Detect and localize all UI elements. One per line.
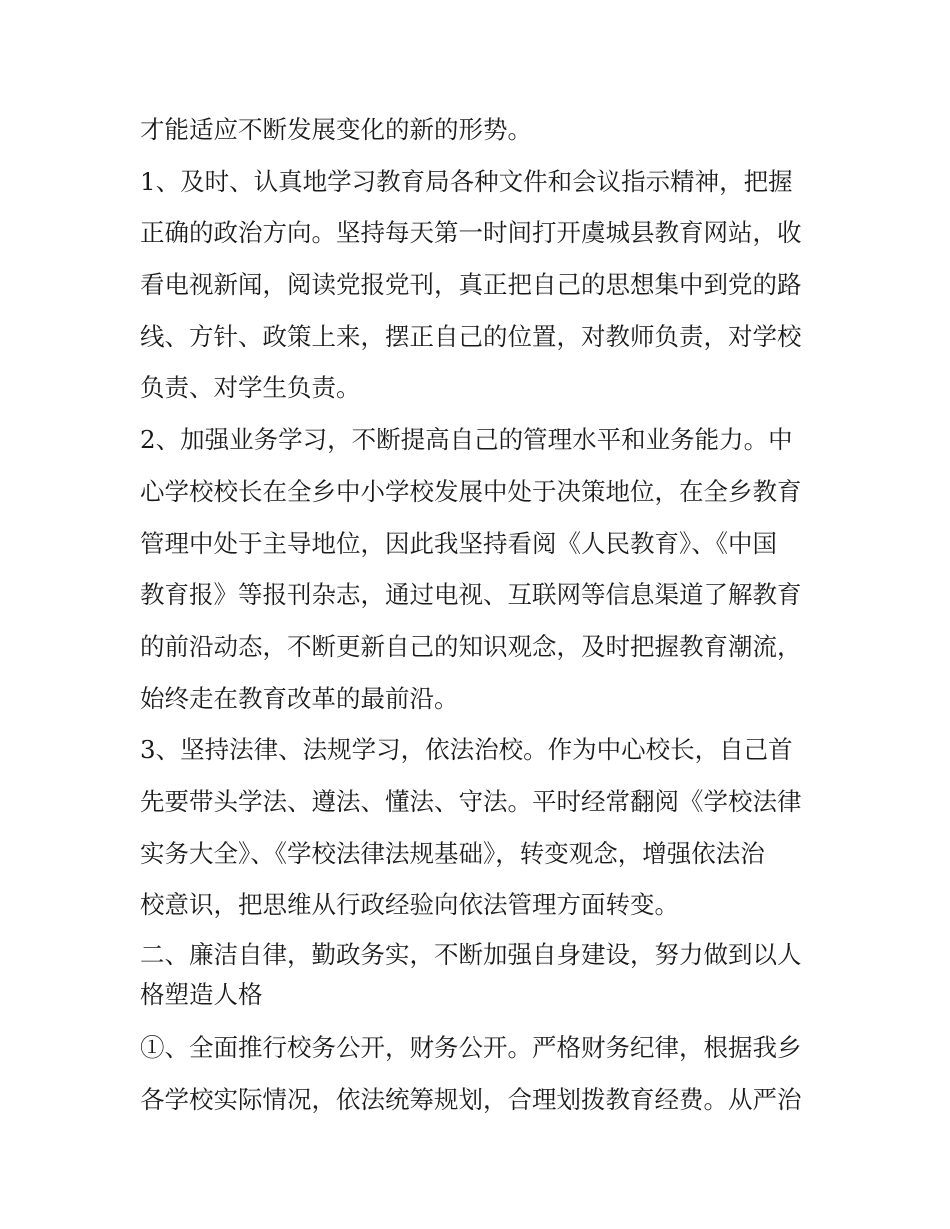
text-line: 先要带头学法、遵法、懂法、守法。平时经常翻阅《学校法律: [140, 786, 802, 816]
text-line: 校意识，把思维从行政经验向依法管理方面转变。: [140, 890, 679, 920]
heading-line: 二、廉洁自律，勤政务实，不断加强自身建设，努力做到以人: [140, 940, 802, 969]
document-page: [140, 104, 818, 1125]
section-heading-2: [140, 935, 818, 1022]
text-line: ①、全面推行校务公开，财务公开。严格财务纪律，根据我乡: [140, 1033, 802, 1062]
paragraph-item-3: [140, 724, 818, 931]
text-line: 1、及时、认真地学习教育局各种文件和会议指示精神，把握: [140, 166, 793, 196]
heading-line: 格塑造人格: [140, 980, 263, 1009]
text-line: 负责、对学生负责。: [140, 373, 361, 403]
paragraph-item-2: [140, 414, 818, 724]
text-line: 看电视新闻，阅读党报党刊，真正把自己的思想集中到党的路: [140, 270, 802, 300]
text-line: 心学校校长在全乡中小学校发展中处于决策地位，在全乡教育: [140, 476, 802, 506]
text-line: 线、方针、政策上来，摆正自己的位置，对教师负责，对学校: [140, 321, 802, 351]
text-line: 正确的政治方向。坚持每天第一时间打开虞城县教育网站，收: [140, 218, 802, 248]
paragraph-intro-continued: [140, 104, 818, 156]
text-line: 3、坚持法律、法规学习，依法治校。作为中心校长，自己首: [140, 735, 793, 765]
text-line: 的前沿动态，不断更新自己的知识观念，及时把握教育潮流，: [140, 631, 802, 661]
text-line: 管理中处于主导地位，因此我坚持看阅《人民教育》、《中国: [140, 528, 777, 558]
text-line: 始终走在教育改革的最前沿。: [140, 683, 459, 713]
text-line: 2、加强业务学习，不断提高自己的管理水平和业务能力。中: [140, 425, 793, 455]
text-line: 才能适应不断发展变化的新的形势。: [140, 115, 532, 144]
text-line: 实务大全》、《学校法律法规基础》，转变观念，增强依法治: [140, 838, 765, 868]
paragraph-item-1: [140, 156, 818, 414]
text-line: 各学校实际情况，依法统筹规划，合理划拨教育经费。从严治: [140, 1084, 802, 1114]
paragraph-subitem-1: [140, 1022, 818, 1125]
text-line: 教育报》等报刊杂志，通过电视、互联网等信息渠道了解教育: [140, 580, 802, 610]
